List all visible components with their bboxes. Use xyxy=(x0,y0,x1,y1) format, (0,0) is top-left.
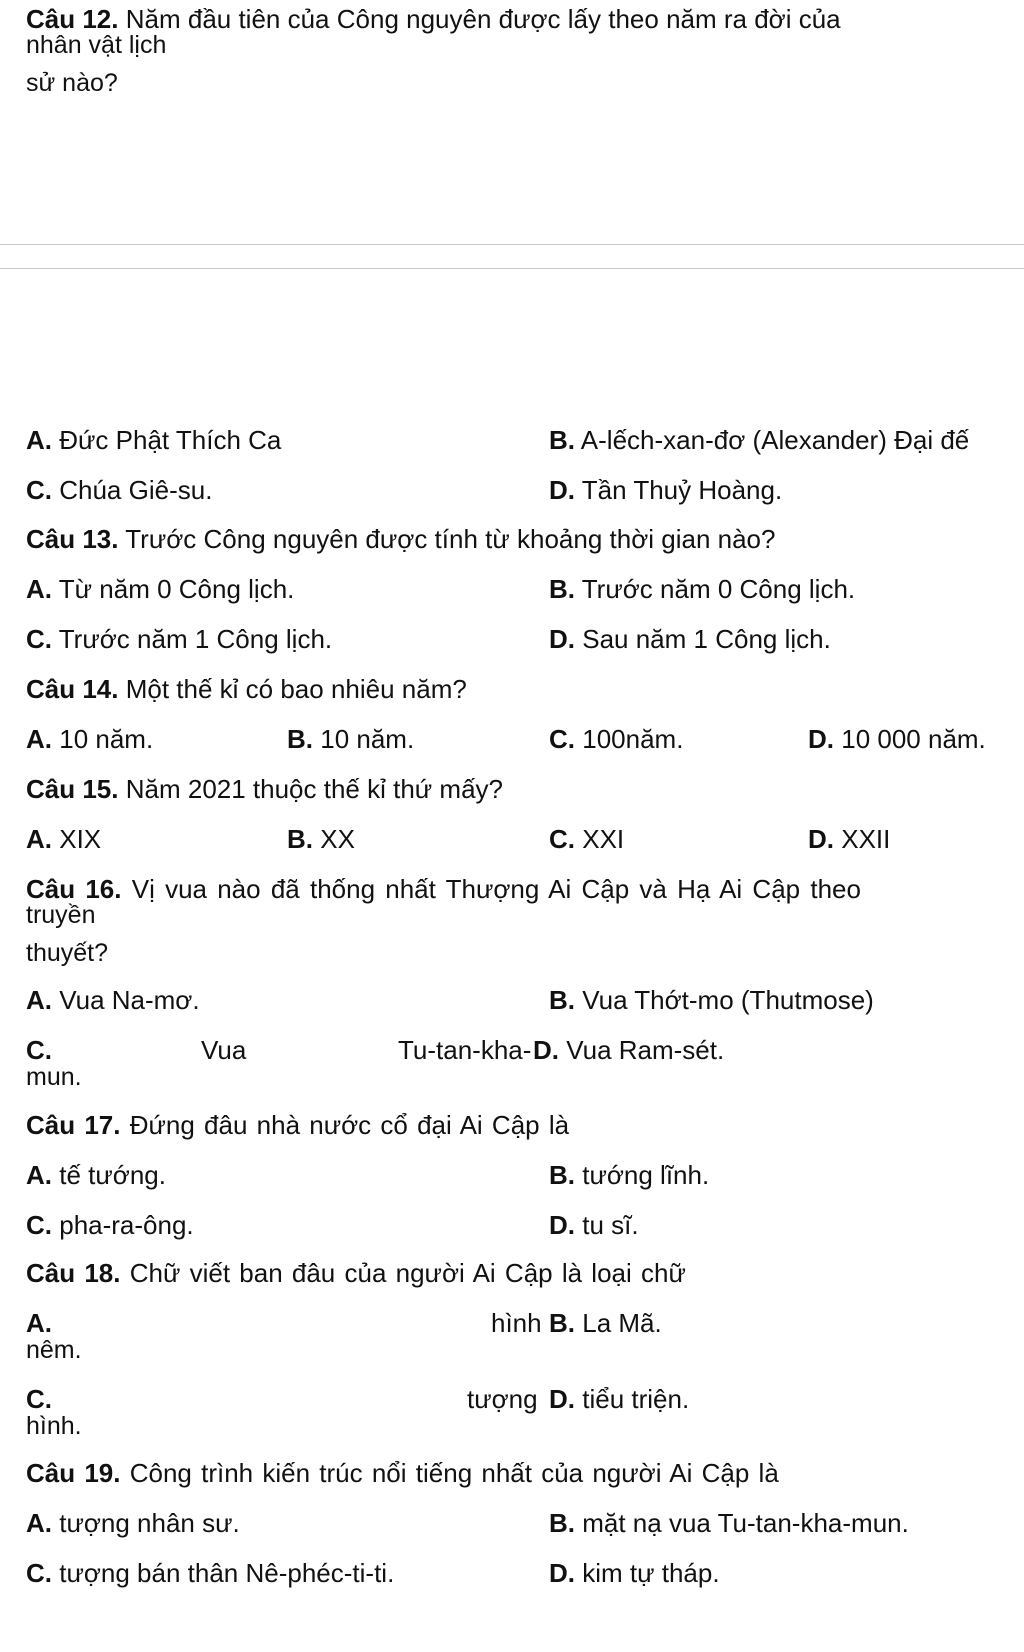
q14-option-b-label: B. xyxy=(287,724,313,754)
q14-text: Một thế kỉ có bao nhiêu năm? xyxy=(125,674,467,704)
q16-option-a-text: Vua Na-mơ. xyxy=(59,985,200,1015)
q16-option-c-label: C. xyxy=(26,1035,52,1065)
q17-option-d-label: D. xyxy=(549,1210,575,1240)
q14-option-d-text: 10 000 năm. xyxy=(841,724,986,754)
q13-label: Câu 13. xyxy=(26,524,119,554)
q13-option-c-label: C. xyxy=(26,624,52,654)
q16-heading-line1 xyxy=(26,874,861,904)
q17-option-c-text: pha-ra-ông. xyxy=(59,1210,194,1240)
q18-option-b-text: La Mã. xyxy=(582,1308,662,1338)
q18-option-d-label: D. xyxy=(549,1384,575,1414)
q16-option-d xyxy=(533,1035,724,1065)
q18-option-b-label: B. xyxy=(549,1308,575,1338)
q19-heading xyxy=(26,1458,779,1488)
q13-option-a-label: A. xyxy=(26,574,52,604)
q16-option-d-text: Vua Ram-sét. xyxy=(566,1035,725,1065)
q18-text: Chữ viết ban đâu của người Ai Cập là loại chữ xyxy=(129,1258,686,1288)
q12-option-d xyxy=(549,475,782,505)
q13-option-b-text: Trước năm 0 Công lịch. xyxy=(581,574,856,604)
q18-option-d xyxy=(549,1384,689,1414)
q14-heading xyxy=(26,674,467,704)
q16-option-c-cont: mun. xyxy=(26,1063,82,1091)
q12-text-line1: Năm đầu tiên của Công nguyên được lấy theo năm ra đời của xyxy=(125,4,841,34)
q13-option-b-label: B. xyxy=(549,574,575,604)
q12-option-d-text: Tần Thuỷ Hoàng. xyxy=(581,475,783,505)
q18-option-c-label-wrap xyxy=(26,1384,52,1414)
q16-label: Câu 16. xyxy=(26,874,122,904)
q19-option-d-label: D. xyxy=(549,1558,575,1588)
q19-option-d xyxy=(549,1558,720,1588)
q18-option-a-label-wrap xyxy=(26,1308,52,1338)
q19-label: Câu 19. xyxy=(26,1458,121,1488)
q16-option-c-word1: Vua xyxy=(201,1035,247,1065)
q14-option-b xyxy=(287,724,414,754)
q15-option-b xyxy=(287,824,355,854)
q18-option-a-word: hình xyxy=(491,1308,542,1338)
q18-option-a-label: A. xyxy=(26,1308,52,1338)
q12-option-b-text: A-lếch-xan-đơ (Alexander) Đại đế xyxy=(580,425,970,455)
q19-option-b xyxy=(549,1508,909,1538)
q13-option-c xyxy=(26,624,332,654)
q12-option-a-text: Đức Phật Thích Ca xyxy=(59,425,282,455)
q14-option-d xyxy=(808,724,986,754)
q13-option-d-text: Sau năm 1 Công lịch. xyxy=(582,624,831,654)
q18-option-c-word: tượng xyxy=(467,1384,538,1414)
q17-option-a-text: tế tướng. xyxy=(59,1160,166,1190)
q17-option-b-label: B. xyxy=(549,1160,575,1190)
q16-text-line3: thuyết? xyxy=(26,939,109,967)
q13-option-b xyxy=(549,574,855,604)
q13-text: Trước Công nguyên được tính từ khoảng thời gian nào? xyxy=(125,524,776,554)
q15-option-b-label: B. xyxy=(287,824,313,854)
q16-option-a-label: A. xyxy=(26,985,52,1015)
q17-text: Đứng đâu nhà nước cổ đại Ai Cập là xyxy=(129,1110,570,1140)
q15-option-c xyxy=(549,824,624,854)
q14-option-b-text: 10 năm. xyxy=(320,724,415,754)
q16-text-line2: truyền xyxy=(26,901,96,929)
q18-option-c-cont: hình. xyxy=(26,1412,82,1440)
q16-option-b xyxy=(549,985,874,1015)
q14-option-a xyxy=(26,724,153,754)
q15-option-b-text: XX xyxy=(320,824,355,854)
q16-option-c-label-wrap xyxy=(26,1035,52,1065)
q19-option-b-label: B. xyxy=(549,1508,575,1538)
q19-option-a-label: A. xyxy=(26,1508,52,1538)
q16-option-d-label: D. xyxy=(533,1035,559,1065)
q14-option-a-label: A. xyxy=(26,724,52,754)
q15-option-d-text: XXII xyxy=(841,824,891,854)
q19-text: Công trình kiến trúc nổi tiếng nhất của người Ai Cập là xyxy=(129,1458,779,1488)
q17-option-d xyxy=(549,1210,639,1240)
q13-option-d-label: D. xyxy=(549,624,575,654)
q14-option-a-text: 10 năm. xyxy=(59,724,154,754)
q14-option-c xyxy=(549,724,683,754)
q18-heading xyxy=(26,1258,686,1288)
q17-option-b xyxy=(549,1160,709,1190)
q14-option-d-label: D. xyxy=(808,724,834,754)
q19-option-a xyxy=(26,1508,240,1538)
q19-option-c xyxy=(26,1558,394,1588)
q17-option-a xyxy=(26,1160,166,1190)
q17-heading xyxy=(26,1110,569,1140)
q16-option-b-label: B. xyxy=(549,985,575,1015)
divider-top xyxy=(0,244,1024,245)
q16-option-c-word2: Tu-tan-kha- xyxy=(398,1035,532,1065)
q15-option-c-text: XXI xyxy=(582,824,625,854)
q18-label: Câu 18. xyxy=(26,1258,121,1288)
q15-heading xyxy=(26,774,503,804)
q12-option-d-label: D. xyxy=(549,475,575,505)
q14-label: Câu 14. xyxy=(26,674,119,704)
divider-bottom xyxy=(0,268,1024,269)
q15-option-d-label: D. xyxy=(808,824,834,854)
q15-option-a-text: XIX xyxy=(59,824,102,854)
q18-option-a-cont: nêm. xyxy=(26,1336,82,1364)
q17-label: Câu 17. xyxy=(26,1110,121,1140)
q19-option-b-text: mặt nạ vua Tu-tan-kha-mun. xyxy=(582,1508,909,1538)
q12-option-a-label: A. xyxy=(26,425,52,455)
q16-option-b-text: Vua Thớt-mo (Thutmose) xyxy=(582,985,874,1015)
q19-option-d-text: kim tự tháp. xyxy=(582,1558,720,1588)
q19-option-c-label: C. xyxy=(26,1558,52,1588)
q13-option-d xyxy=(549,624,831,654)
q18-option-c-label: C. xyxy=(26,1384,52,1414)
q13-option-a-text: Từ năm 0 Công lịch. xyxy=(58,574,295,604)
q17-option-d-text: tu sĩ. xyxy=(582,1210,639,1240)
q17-option-c-label: C. xyxy=(26,1210,52,1240)
q19-option-a-text: tượng nhân sư. xyxy=(59,1508,240,1538)
q12-option-b-label: B. xyxy=(549,425,575,455)
q18-option-d-text: tiểu triện. xyxy=(582,1384,690,1414)
q12-label: Câu 12. xyxy=(26,4,119,34)
q15-option-a xyxy=(26,824,101,854)
q12-option-c xyxy=(26,475,212,505)
q12-text-line2: nhân vật lịch xyxy=(26,31,167,59)
q16-text-line1: Vị vua nào đã thống nhất Thượng Ai Cập và Hạ Ai Cập theo xyxy=(131,874,861,904)
q13-heading xyxy=(26,524,775,554)
q15-option-d xyxy=(808,824,890,854)
q12-option-a xyxy=(26,425,281,455)
q12-option-c-text: Chúa Giê-su. xyxy=(59,475,213,505)
q15-text: Năm 2021 thuộc thế kỉ thứ mấy? xyxy=(125,774,504,804)
q16-option-a xyxy=(26,985,200,1015)
q15-label: Câu 15. xyxy=(26,774,119,804)
q14-option-c-label: C. xyxy=(549,724,575,754)
q13-option-c-text: Trước năm 1 Công lịch. xyxy=(58,624,333,654)
q12-option-c-label: C. xyxy=(26,475,52,505)
q18-option-b xyxy=(549,1308,662,1338)
q17-option-b-text: tướng lĩnh. xyxy=(582,1160,710,1190)
q13-option-a xyxy=(26,574,294,604)
q19-option-c-text: tượng bán thân Nê-phéc-ti-ti. xyxy=(59,1558,395,1588)
q12-text-line3: sử nào? xyxy=(26,69,118,97)
q17-option-c xyxy=(26,1210,194,1240)
q15-option-a-label: A. xyxy=(26,824,52,854)
q17-option-a-label: A. xyxy=(26,1160,52,1190)
q14-option-c-text: 100năm. xyxy=(582,724,684,754)
q15-option-c-label: C. xyxy=(549,824,575,854)
q12-option-b xyxy=(549,425,969,455)
